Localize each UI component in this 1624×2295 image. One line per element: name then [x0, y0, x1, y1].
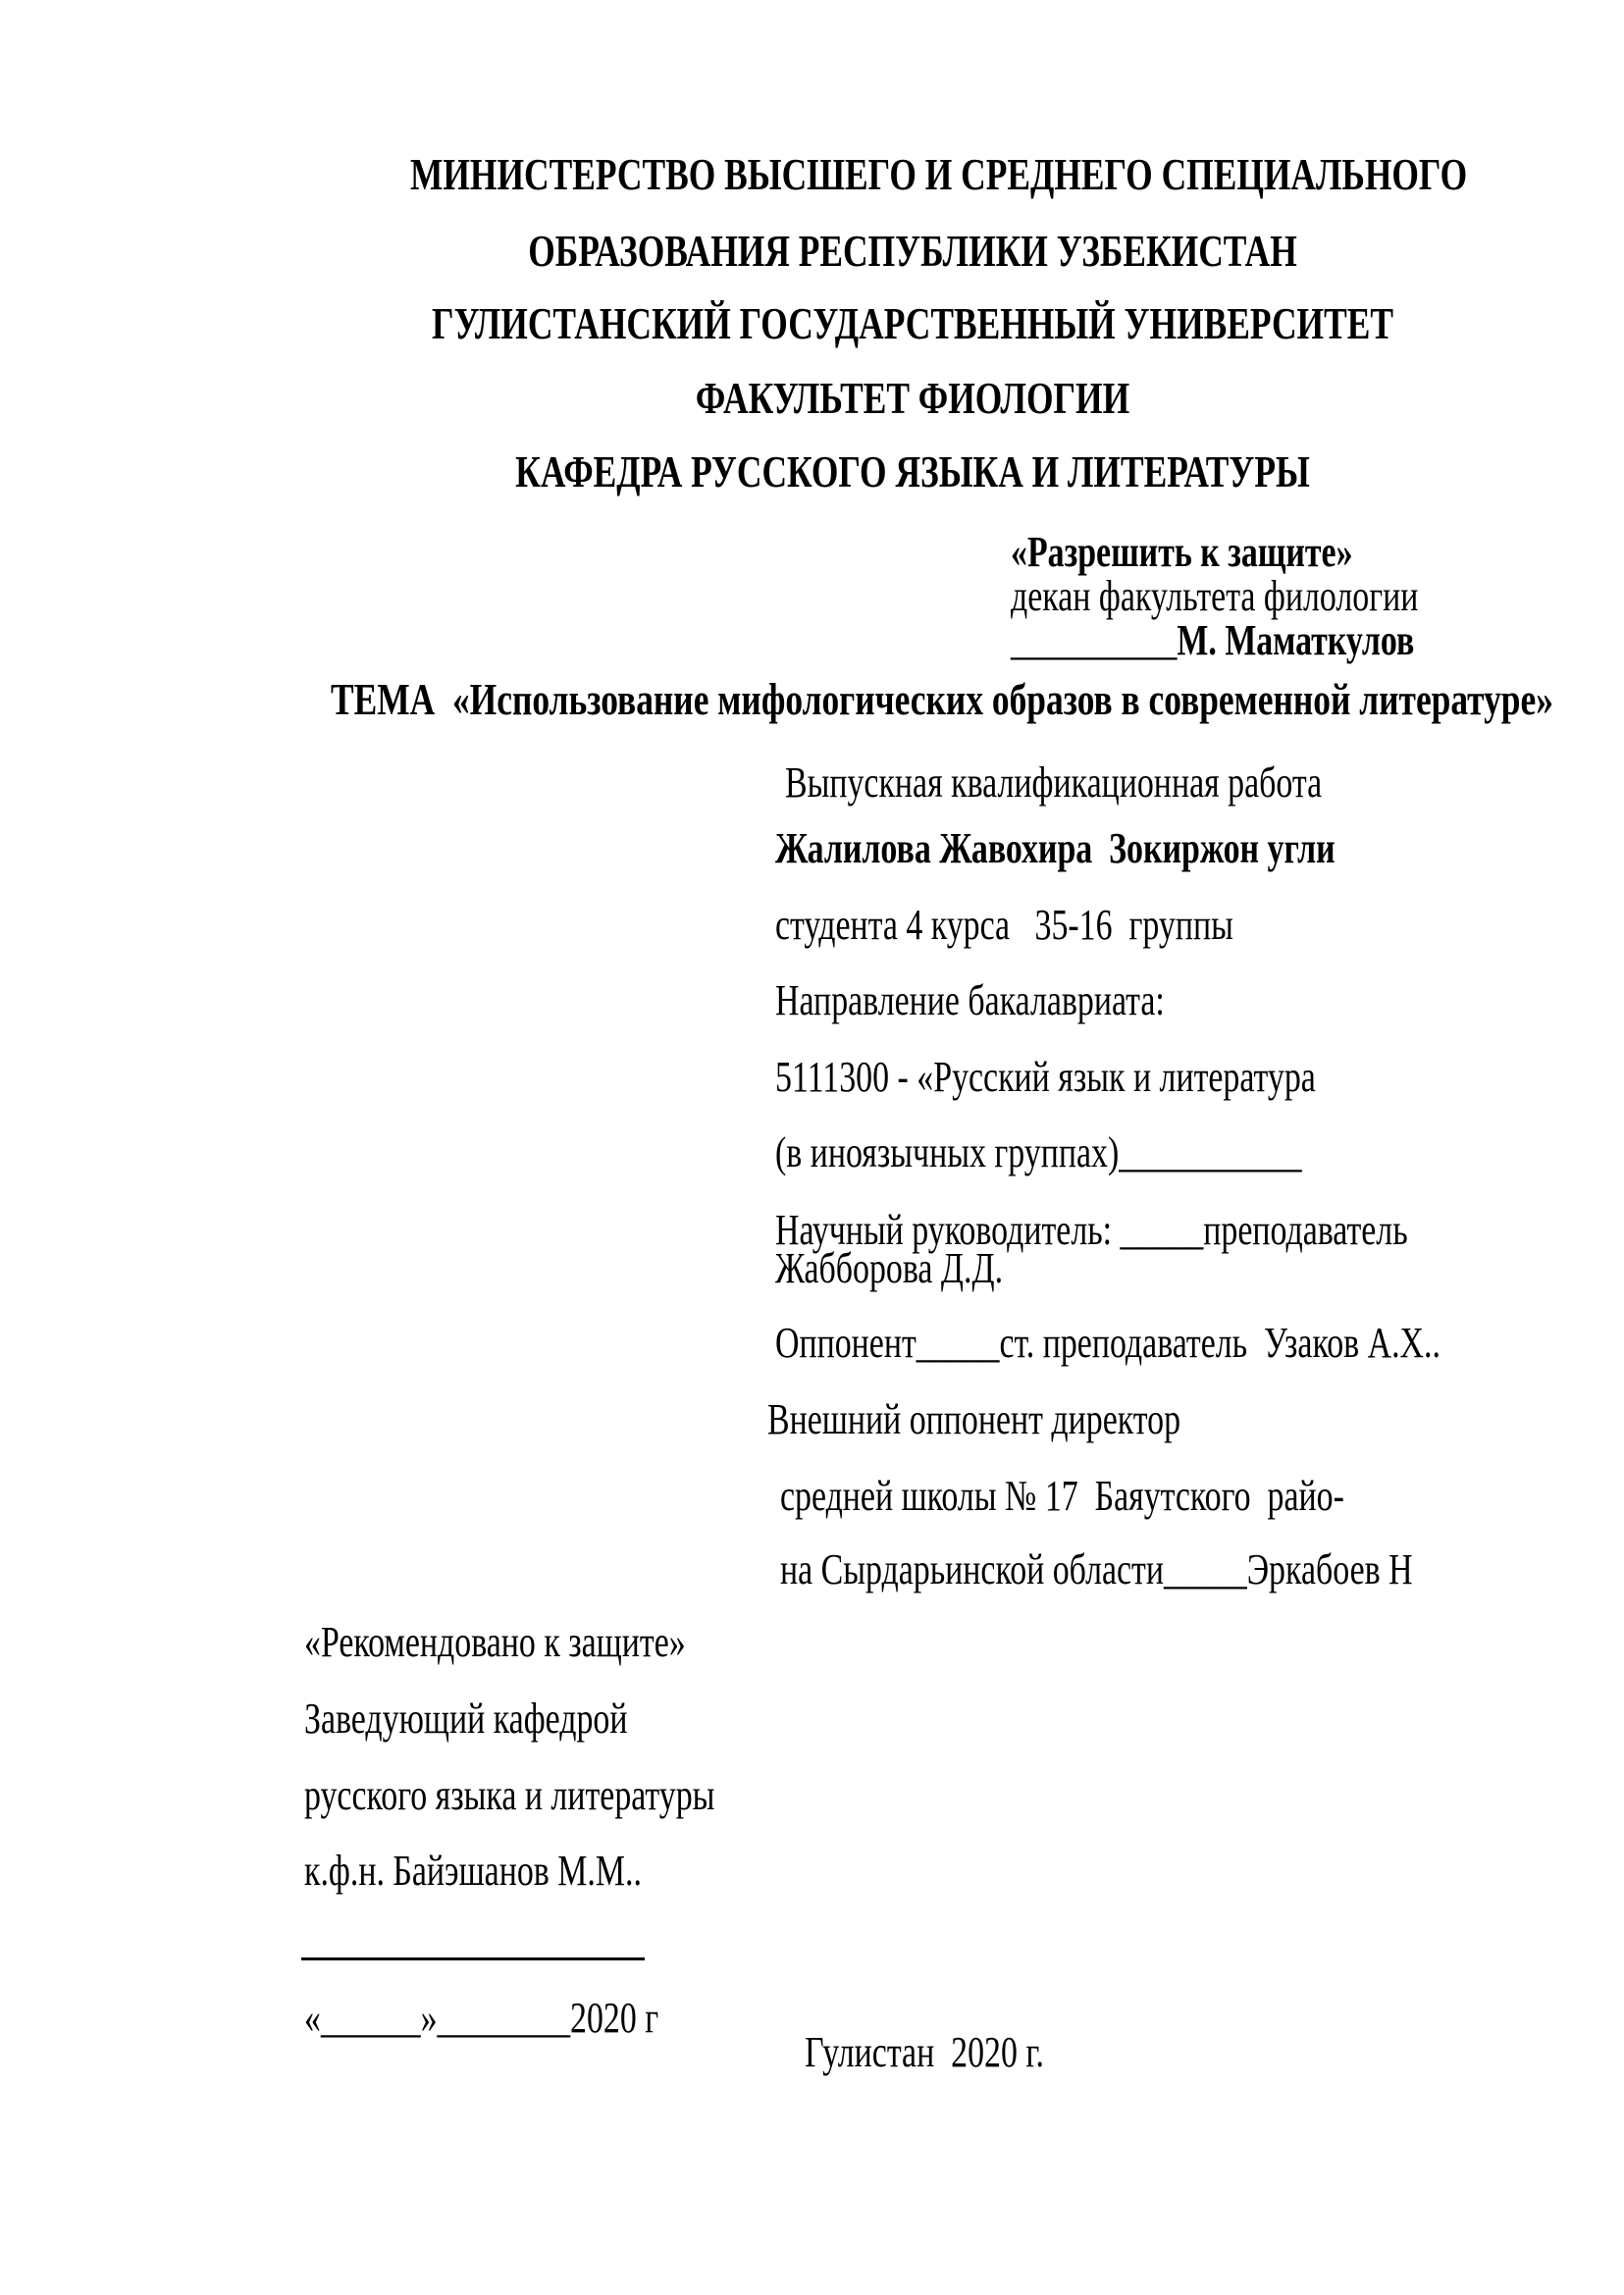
dean-title-line: декан факультета филологии — [1011, 572, 1419, 620]
direction-code-line: 5111300 - «Русский язык и литература — [775, 1053, 1316, 1101]
department-line: КАФЕДРА РУССКОГО ЯЗЫКА И ЛИТЕРАТУРЫ — [515, 446, 1310, 496]
student-info-line: студента 4 курса 35-16 группы — [775, 901, 1233, 949]
external-opponent-line-1: Внешний оппонент директор — [767, 1395, 1181, 1443]
student-name-line: Жалилова Жавохира Зокиржон угли — [775, 824, 1336, 872]
opponent-line: Оппонент_____ст. преподаватель Узаков А.Х.. — [775, 1319, 1441, 1367]
date-blank-line: «______»________2020 г — [304, 1994, 659, 2042]
faculty-line: ФАКУЛЬТЕТ ФИОЛОГИИ — [695, 373, 1130, 423]
ministry-line-2: ОБРАЗОВАНИЯ РЕСПУБЛИКИ УЗБЕКИСТАН — [528, 226, 1297, 276]
topic-line: ТЕМА «Использование мифологических образов в современной литературе» — [331, 674, 1553, 724]
dept-subject-line: русского языка и литературы — [304, 1771, 715, 1819]
external-opponent-line-2: средней школы № 17 Баяутского райо- — [780, 1472, 1344, 1520]
head-of-dept-line: Заведующий кафедрой — [304, 1695, 628, 1743]
supervisor-name-line: Жабборова Д.Д. — [775, 1244, 1004, 1292]
supervisor-line: Научный руководитель: _____преподаватель — [775, 1206, 1408, 1254]
dean-signature-line — [1011, 616, 1415, 664]
city-year-line: Гулистан 2020 г. — [805, 2028, 1044, 2076]
external-opponent-line-3: на Сырдарьинской области_____Эркабоев Н — [780, 1545, 1413, 1593]
permit-to-defense-line: «Разрешить к защите» — [1011, 528, 1353, 576]
university-line: ГУЛИСТАНСКИЙ ГОСУДАРСТВЕННЫЙ УНИВЕРСИТЕТ — [432, 298, 1393, 348]
recommended-line: «Рекомендовано к защите» — [304, 1618, 686, 1666]
ministry-line-1: МИНИСТЕРСТВО ВЫСШЕГО И СРЕДНЕГО СПЕЦИАЛЬНОГО — [409, 149, 1468, 199]
signature-blank: __________ — [1011, 616, 1178, 664]
direction-cont-line: (в иноязычных группах)___________ — [775, 1128, 1302, 1176]
head-of-dept-name-line: к.ф.н. Байэшанов М.М.. — [304, 1847, 642, 1895]
work-type-line: Выпускная квалификационная работа — [785, 758, 1323, 807]
dean-name: М. Маматкулов — [1177, 616, 1415, 664]
direction-label-line: Направление бакалавриата: — [775, 976, 1165, 1024]
signature-rule — [301, 1957, 645, 1960]
